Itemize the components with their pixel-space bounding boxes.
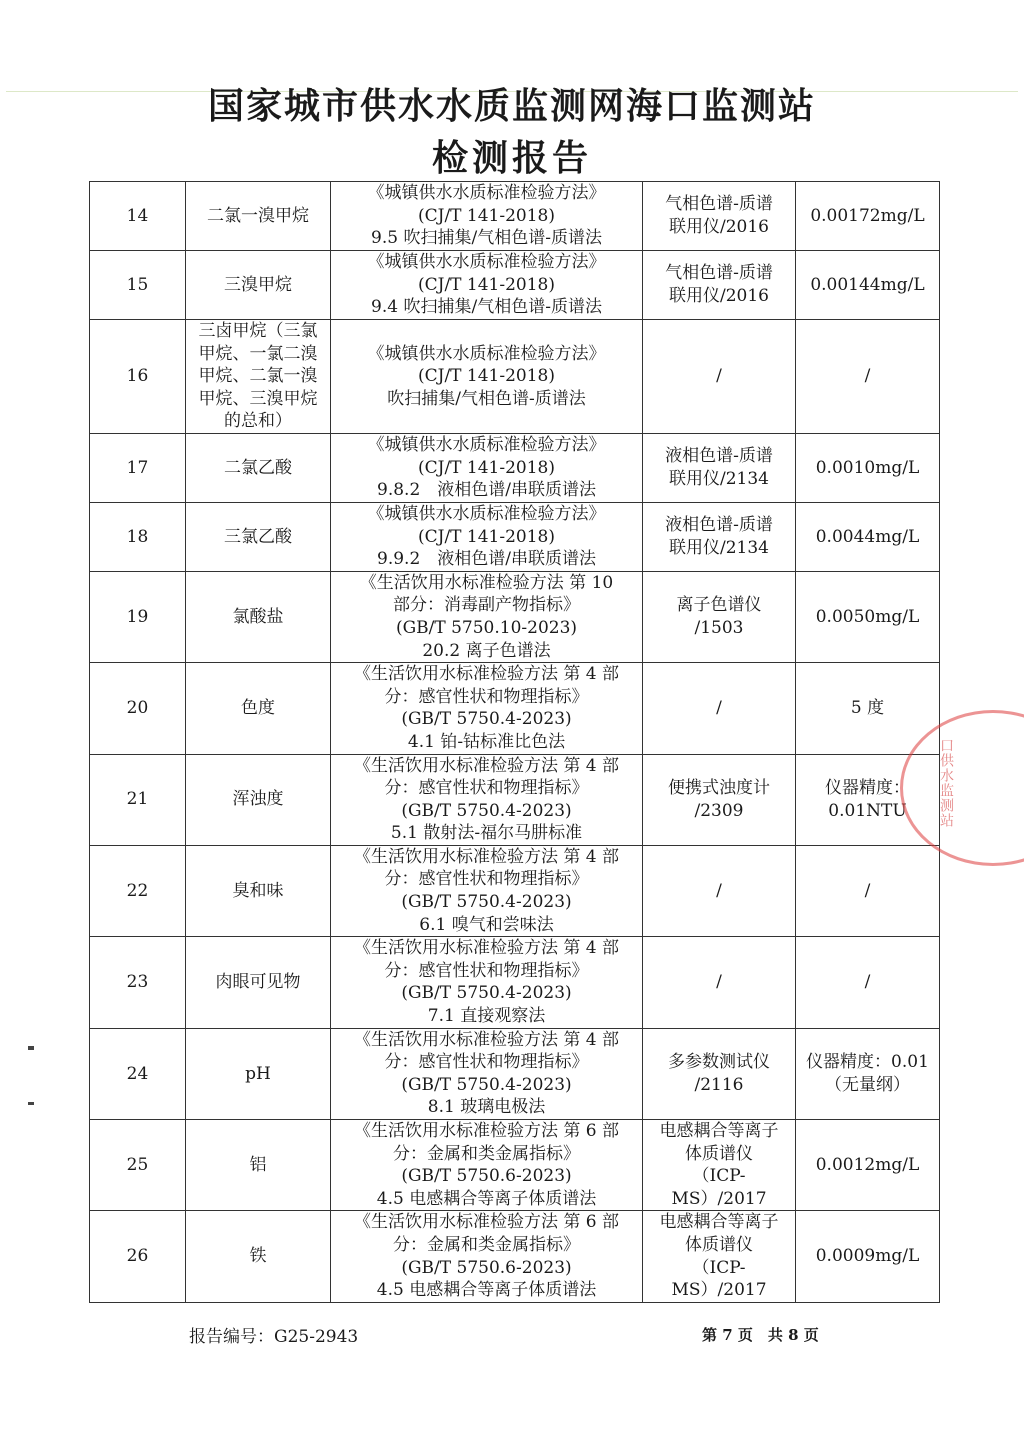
method-cell [331, 433, 643, 502]
method-cell [331, 320, 643, 434]
method-cell [331, 845, 643, 936]
test-item-cell [186, 571, 331, 662]
test-item-cell [186, 433, 331, 502]
method-line: (CJ/T 141-2018) [417, 366, 555, 387]
report-number: 报告编号：G25-2943 [189, 1327, 359, 1347]
instrument-line: 便携式浊度计 [668, 778, 770, 799]
method-line: 分：感官性状和物理指标》 [384, 869, 589, 890]
table-row [90, 433, 940, 502]
test-item-cell [186, 845, 331, 936]
method-line: 7.1 直接观察法 [427, 1006, 546, 1027]
method-line: 《生活饮用水标准检验方法 第 6 部 [353, 1121, 620, 1141]
row-number-cell: 22 [90, 845, 186, 936]
method-line: 9.9.2 液相色谱/串联质谱法 [377, 549, 596, 570]
method-line: 《生活饮用水标准检验方法 第 4 部 [353, 664, 620, 685]
instrument-line: 气相色谱-质谱 [665, 263, 773, 284]
detection-limit-cell [796, 1211, 940, 1302]
table-row [90, 754, 940, 845]
test-item-cell [186, 663, 331, 754]
row-number-cell: 23 [90, 937, 186, 1028]
detection-limit-cell [796, 571, 940, 662]
method-line: 《生活饮用水标准检验方法 第 4 部 [353, 1029, 620, 1050]
method-line: 20.2 离子色谱法 [422, 640, 551, 661]
method-line: 《生活饮用水标准检验方法 第 6 部 [353, 1212, 620, 1233]
report-title: 检测报告 [431, 137, 592, 179]
method-cell [331, 182, 643, 251]
method-line: 《城镇供水水质标准检验方法》 [367, 435, 606, 456]
method-line: (GB/T 5750.4-2023) [401, 800, 572, 821]
table-row [90, 502, 940, 571]
test-item-line: 二氯一溴甲烷 [207, 205, 309, 226]
test-item-cell [186, 754, 331, 845]
detection-limit-line: 5 度 [850, 698, 885, 719]
instrument-line: 体质谱仪 [685, 1143, 753, 1164]
method-line: 分：感官性状和物理指标》 [384, 1052, 589, 1073]
instrument-cell [643, 754, 796, 845]
table-row [90, 320, 940, 434]
row-number-cell: 18 [90, 502, 186, 571]
table-row [90, 251, 940, 320]
method-line: (CJ/T 141-2018) [417, 526, 555, 547]
instrument-line: 电感耦合等离子 [659, 1121, 779, 1141]
test-item-cell [186, 937, 331, 1028]
instrument-line: 体质谱仪 [685, 1234, 753, 1255]
method-line: 4.1 铂-钴标准比色法 [407, 731, 566, 752]
instrument-cell [643, 251, 796, 320]
instrument-line: 联用仪/2134 [669, 468, 769, 489]
test-item-line: 甲烷、三溴甲烷 [198, 388, 318, 409]
instrument-cell [643, 433, 796, 502]
instrument-cell [643, 663, 796, 754]
test-item-cell [186, 1211, 331, 1302]
detection-limit-line: 0.0050mg/L [815, 606, 920, 627]
scan-mark [28, 1102, 34, 1105]
instrument-line: 联用仪/2016 [669, 286, 769, 306]
test-item-line: 三卤甲烷（三氯 [198, 321, 318, 341]
detection-limit-line: 仪器精度： [825, 778, 910, 799]
test-item-line: 氯酸盐 [232, 606, 284, 627]
instrument-line: （ICP-MS）/2017 [671, 1257, 767, 1301]
table-row [90, 1211, 940, 1302]
instrument-line: （ICP-MS）/2017 [671, 1166, 767, 1209]
instrument-line: 联用仪/2016 [669, 217, 769, 237]
instrument-cell [643, 1211, 796, 1302]
method-line: (GB/T 5750.10-2023) [395, 617, 578, 638]
test-item-cell [186, 182, 331, 251]
row-number-cell: 19 [90, 571, 186, 662]
detection-limit-cell [796, 845, 940, 936]
detection-limit-cell [796, 320, 940, 434]
detection-limit-line: 0.0012mg/L [815, 1154, 920, 1175]
test-item-line: 甲烷、一氯二溴 [198, 343, 318, 364]
method-line: (CJ/T 141-2018) [417, 457, 555, 478]
method-line: 4.5 电感耦合等离子体质谱法 [376, 1188, 597, 1209]
row-number-cell: 14 [90, 182, 186, 251]
row-number-cell: 26 [90, 1211, 186, 1302]
instrument-line: 液相色谱-质谱 [665, 515, 773, 536]
table-row [90, 182, 940, 251]
method-line: (CJ/T 141-2018) [417, 205, 555, 226]
instrument-line: 气相色谱-质谱 [665, 194, 773, 215]
results-table-body [90, 182, 940, 1303]
results-table [89, 181, 940, 1303]
method-line: 《生活饮用水标准检验方法 第 4 部 [353, 938, 620, 959]
method-line: 8.1 玻璃电极法 [427, 1097, 546, 1118]
method-line: (GB/T 5750.4-2023) [401, 892, 572, 913]
table-row [90, 571, 940, 662]
method-line: 9.5 吹扫捕集/气相色谱-质谱法 [371, 228, 602, 249]
method-line: (GB/T 5750.4-2023) [401, 1074, 572, 1095]
instrument-line: 离子色谱仪 [676, 595, 762, 616]
instrument-cell [643, 845, 796, 936]
test-item-line: 二氯乙酸 [224, 457, 292, 478]
detection-limit-cell [796, 182, 940, 251]
detection-limit-line: 0.0010mg/L [815, 457, 920, 478]
method-cell [331, 502, 643, 571]
instrument-line: / [716, 972, 722, 993]
scan-mark [28, 1046, 34, 1050]
test-item-line: 三溴甲烷 [224, 274, 292, 295]
method-line: 9.8.2 液相色谱/串联质谱法 [377, 480, 596, 501]
method-line: 分：感官性状和物理指标》 [384, 686, 589, 707]
method-line: (GB/T 5750.4-2023) [401, 709, 572, 730]
method-line: (GB/T 5750.6-2023) [401, 1166, 572, 1187]
instrument-line: /2116 [694, 1074, 744, 1095]
method-line: 9.4 吹扫捕集/气相色谱-质谱法 [371, 297, 602, 318]
test-item-cell [186, 320, 331, 434]
detection-limit-line: / [864, 366, 871, 387]
method-line: 分：金属和类金属指标》 [393, 1143, 580, 1164]
test-item-line: 臭和味 [232, 880, 284, 901]
test-item-cell [186, 1120, 331, 1211]
method-cell [331, 754, 643, 845]
detection-limit-cell [796, 433, 940, 502]
row-number-cell: 16 [90, 320, 186, 434]
test-item-line: pH [245, 1063, 271, 1084]
test-item-line: 铝 [249, 1154, 267, 1175]
instrument-cell [643, 937, 796, 1028]
instrument-line: / [716, 698, 722, 719]
page-indicator: 第 7 页 共 8 页 [702, 1326, 819, 1344]
method-line: 《城镇供水水质标准检验方法》 [367, 343, 606, 364]
method-line: 部分：消毒副产物指标》 [393, 595, 580, 616]
table-row [90, 1028, 940, 1119]
test-item-line: 三氯乙酸 [224, 526, 292, 547]
method-line: 5.1 散射法-福尔马肼标准 [390, 823, 583, 844]
method-cell [331, 571, 643, 662]
instrument-line: 电感耦合等离子 [659, 1212, 779, 1233]
instrument-line: /1503 [694, 617, 744, 638]
detection-limit-cell [796, 1120, 940, 1211]
instrument-cell [643, 320, 796, 434]
table-row [90, 663, 940, 754]
method-line: 《城镇供水水质标准检验方法》 [367, 183, 606, 204]
method-cell [331, 251, 643, 320]
method-line: 分：金属和类金属指标》 [393, 1234, 580, 1255]
method-line: 《生活饮用水标准检验方法 第 10 [359, 572, 614, 593]
method-line: 分：感官性状和物理指标》 [384, 778, 589, 799]
detection-limit-line: 0.00172mg/L [810, 205, 925, 226]
instrument-cell [643, 1120, 796, 1211]
instrument-line: 液相色谱-质谱 [665, 446, 773, 467]
detection-limit-cell [796, 251, 940, 320]
test-item-line: 肉眼可见物 [215, 972, 301, 993]
instrument-line: 联用仪/2134 [669, 537, 769, 558]
instrument-cell [643, 1028, 796, 1119]
method-line: (CJ/T 141-2018) [417, 274, 555, 295]
report-org-title: 国家城市供水水质监测网海口监测站 [207, 85, 816, 127]
test-item-line: 的总和） [224, 411, 292, 432]
detection-limit-line: 仪器精度：0.01 [806, 1052, 929, 1073]
detection-limit-line: 0.0009mg/L [815, 1246, 920, 1267]
detection-limit-line: （无量纲） [825, 1074, 910, 1095]
detection-limit-cell [796, 1028, 940, 1119]
detection-limit-line: 0.01NTU [828, 800, 907, 821]
instrument-cell [643, 502, 796, 571]
test-item-line: 色度 [241, 698, 275, 719]
method-cell [331, 1028, 643, 1119]
official-seal-text: 口供水监测站 [938, 738, 954, 828]
method-cell [331, 1120, 643, 1211]
method-line: 《城镇供水水质标准检验方法》 [367, 252, 606, 273]
method-line: 吹扫捕集/气相色谱-质谱法 [387, 388, 586, 409]
method-line: 《生活饮用水标准检验方法 第 4 部 [353, 755, 620, 776]
method-line: 分：感官性状和物理指标》 [384, 960, 589, 981]
row-number-cell: 21 [90, 754, 186, 845]
test-item-line: 浑浊度 [232, 789, 284, 810]
method-line: (GB/T 5750.6-2023) [401, 1257, 572, 1278]
test-item-cell [186, 502, 331, 571]
method-cell [331, 663, 643, 754]
test-item-cell [186, 1028, 331, 1119]
test-item-line: 甲烷、二氯一溴 [198, 366, 318, 387]
row-number-cell: 20 [90, 663, 186, 754]
method-line: 《生活饮用水标准检验方法 第 4 部 [353, 846, 620, 867]
method-line: 6.1 嗅气和尝味法 [419, 914, 554, 935]
method-line: (GB/T 5750.4-2023) [401, 983, 572, 1004]
table-row [90, 1120, 940, 1211]
instrument-cell [643, 182, 796, 251]
method-cell [331, 937, 643, 1028]
method-line: 4.5 电感耦合等离子体质谱法 [376, 1280, 597, 1301]
row-number-cell: 17 [90, 433, 186, 502]
detection-limit-line: 0.0044mg/L [815, 526, 920, 547]
row-number-cell: 15 [90, 251, 186, 320]
instrument-line: / [716, 880, 722, 901]
method-cell [331, 1211, 643, 1302]
test-item-line: 铁 [249, 1246, 267, 1267]
instrument-line: 多参数测试仪 [668, 1052, 770, 1073]
row-number-cell: 25 [90, 1120, 186, 1211]
instrument-line: /2309 [694, 800, 744, 821]
detection-limit-line: / [864, 880, 871, 901]
detection-limit-cell [796, 502, 940, 571]
method-line: 《城镇供水水质标准检验方法》 [367, 503, 606, 524]
table-row [90, 937, 940, 1028]
detection-limit-line: / [864, 972, 871, 993]
instrument-line: / [716, 366, 722, 387]
detection-limit-cell [796, 937, 940, 1028]
row-number-cell: 24 [90, 1028, 186, 1119]
test-item-cell [186, 251, 331, 320]
detection-limit-line: 0.00144mg/L [810, 274, 925, 295]
instrument-cell [643, 571, 796, 662]
table-row [90, 845, 940, 936]
